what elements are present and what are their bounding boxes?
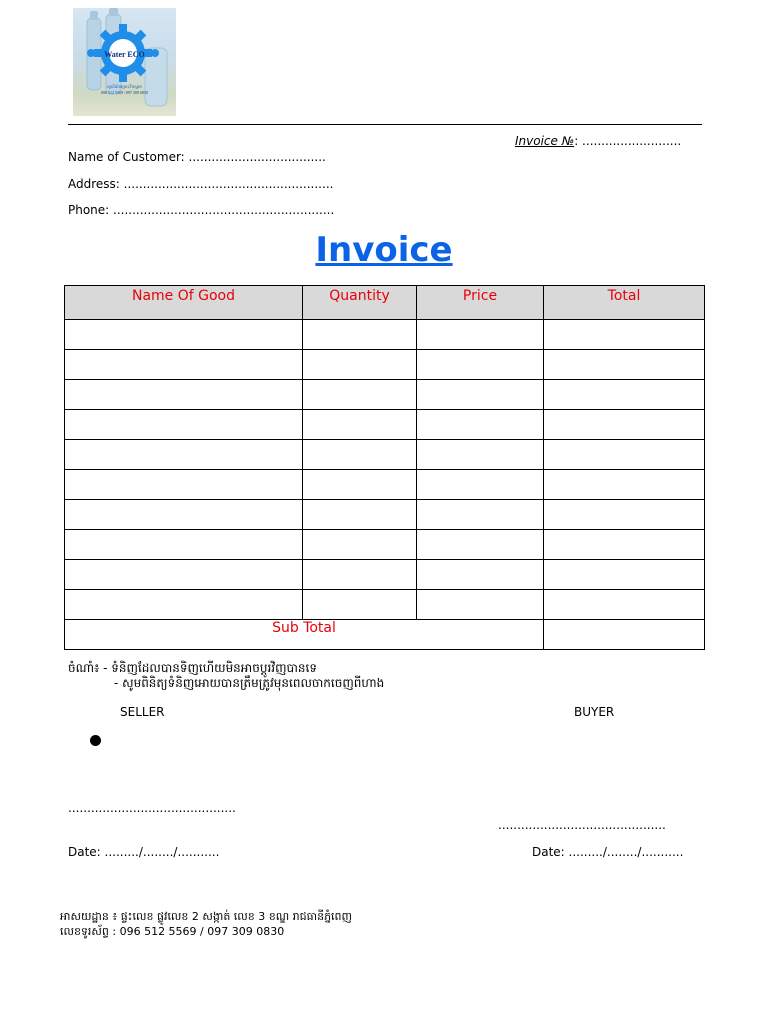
cell-total[interactable]: [544, 380, 705, 410]
cell-quantity[interactable]: [303, 530, 417, 560]
cell-quantity[interactable]: [303, 440, 417, 470]
cell-total[interactable]: [544, 320, 705, 350]
buyer-label: BUYER: [574, 705, 615, 719]
cell-name-of-good[interactable]: [65, 500, 303, 530]
subtotal-value-cell[interactable]: [544, 620, 705, 650]
seller-label: SELLER: [120, 705, 165, 719]
column-header-price: Price: [417, 286, 544, 320]
cell-name-of-good[interactable]: [65, 590, 303, 620]
table-row: [65, 440, 705, 470]
table-row: [65, 500, 705, 530]
cell-name-of-good[interactable]: [65, 350, 303, 380]
note-line-2: - សូមពិនិត្យទំនិញអោយបានត្រឹមត្រូវមុនពេលចាកចេញពីហាង: [114, 676, 385, 690]
cell-total[interactable]: [544, 500, 705, 530]
cell-price[interactable]: [417, 590, 544, 620]
seller-date-field[interactable]: Date: ........./......../...........: [68, 845, 220, 859]
cell-quantity[interactable]: [303, 410, 417, 440]
cell-name-of-good[interactable]: [65, 320, 303, 350]
cell-name-of-good[interactable]: [65, 560, 303, 590]
phone-field[interactable]: Phone: ..........................................................: [68, 203, 335, 217]
cell-total[interactable]: [544, 590, 705, 620]
cell-price[interactable]: [417, 440, 544, 470]
cell-quantity[interactable]: [303, 500, 417, 530]
column-header-total: Total: [544, 286, 705, 320]
cell-quantity[interactable]: [303, 560, 417, 590]
column-header-quantity: Quantity: [303, 286, 417, 320]
cell-name-of-good[interactable]: [65, 470, 303, 500]
cell-quantity[interactable]: [303, 380, 417, 410]
customer-name-field[interactable]: Name of Customer: ....................................: [68, 150, 326, 164]
cell-name-of-good[interactable]: [65, 530, 303, 560]
seller-signature-line[interactable]: ............................................: [68, 801, 236, 815]
cell-price[interactable]: [417, 470, 544, 500]
bullet-icon: [90, 735, 101, 746]
cell-total[interactable]: [544, 560, 705, 590]
cell-price[interactable]: [417, 320, 544, 350]
address-field[interactable]: Address: .......................................................: [68, 177, 334, 191]
subtotal-label: Sub Total: [65, 620, 544, 650]
cell-quantity[interactable]: [303, 350, 417, 380]
cell-name-of-good[interactable]: [65, 410, 303, 440]
cell-quantity[interactable]: [303, 320, 417, 350]
cell-total[interactable]: [544, 410, 705, 440]
table-row: [65, 530, 705, 560]
note-line-1: ចំណាំ៖ - ទំនិញដែលបានទិញហើយមិនអាចប្តូរវិញបានទេ: [68, 661, 317, 675]
subtotal-row: [65, 620, 705, 650]
table-row: [65, 590, 705, 620]
logo-graphic: [73, 8, 176, 116]
invoice-number-label: Invoice №: [515, 134, 575, 148]
company-logo: [73, 8, 176, 116]
cell-quantity[interactable]: [303, 590, 417, 620]
logo-phone: 096 512 5569 / 097 309 0830: [100, 90, 149, 95]
cell-quantity[interactable]: [303, 470, 417, 500]
logo-brand-name: Water ECO: [104, 50, 145, 59]
cell-name-of-good[interactable]: [65, 440, 303, 470]
table-row: [65, 350, 705, 380]
footer-phone: លេខទូរស័ព្ទ : 096 512 5569 / 097 309 0830: [60, 925, 285, 938]
header-divider: [68, 124, 702, 125]
invoice-title: Invoice: [315, 230, 453, 270]
cell-name-of-good[interactable]: [65, 380, 303, 410]
cell-total[interactable]: [544, 530, 705, 560]
table-row: [65, 560, 705, 590]
cell-price[interactable]: [417, 500, 544, 530]
cell-total[interactable]: [544, 470, 705, 500]
cell-total[interactable]: [544, 350, 705, 380]
footer-address: អាសយដ្ឋាន ៖ ផ្ទះលេខ ផ្លូវលេខ 2 សង្កាត់ លេខ 3 ខណ្ឌ រាជធានីភ្នំពេញ: [60, 910, 352, 923]
cell-price[interactable]: [417, 380, 544, 410]
table-row: [65, 470, 705, 500]
table-row: [65, 410, 705, 440]
cell-price[interactable]: [417, 410, 544, 440]
invoice-number-field[interactable]: [515, 134, 681, 148]
cell-price[interactable]: [417, 560, 544, 590]
column-header-name-of-good: Name Of Good: [65, 286, 303, 320]
buyer-date-field[interactable]: Date: ........./......../...........: [532, 845, 684, 859]
logo-tagline: ស្ថានីយ៍ចម្រោះទឹកស្អាត: [107, 84, 142, 89]
buyer-signature-line[interactable]: ............................................: [498, 818, 666, 832]
goods-table: [64, 285, 705, 650]
table-body: [65, 320, 705, 620]
table-header-row: [65, 286, 705, 320]
cell-price[interactable]: [417, 350, 544, 380]
table-row: [65, 380, 705, 410]
cell-total[interactable]: [544, 440, 705, 470]
table-row: [65, 320, 705, 350]
cell-price[interactable]: [417, 530, 544, 560]
invoice-number-value: : ..........................: [574, 134, 682, 148]
